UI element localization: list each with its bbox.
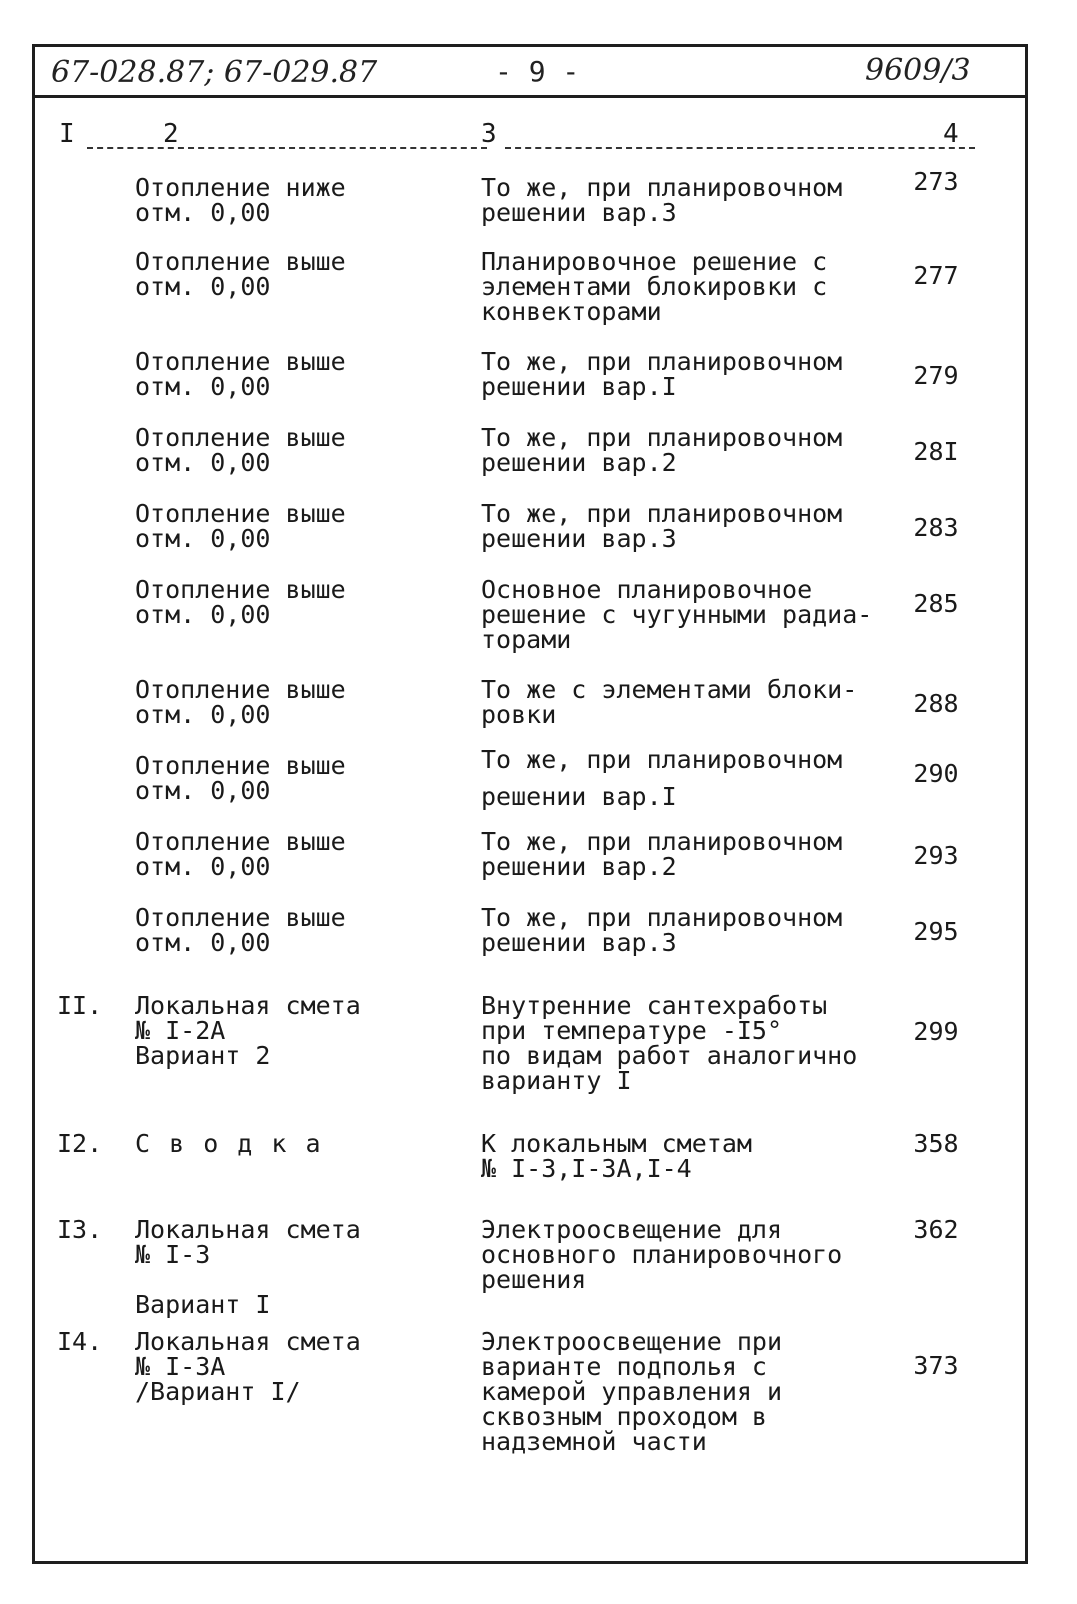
row-description: То же, при планировочном решении вар.I <box>481 347 843 401</box>
header-left-ref: 67-028.87; 67-029.87 <box>51 55 378 90</box>
row-number: I4. <box>57 1327 103 1356</box>
row-description: То же, при планировочном решении вар.3 <box>481 903 843 957</box>
row-page: 288 <box>913 689 959 718</box>
page-frame <box>32 44 1028 1564</box>
row-page: 283 <box>913 513 959 542</box>
row-number: I3. <box>57 1215 103 1244</box>
row-description: То же с элементами блоки- ровки <box>481 675 858 729</box>
row-description: То же, при планировочном решении вар.2 <box>481 423 843 477</box>
row-title: Локальная смета № I-2А Вариант 2 <box>135 991 361 1070</box>
row-title: Отопление выше отм. 0,00 <box>135 575 346 629</box>
row-page: 358 <box>913 1129 959 1158</box>
row-page: 295 <box>913 917 959 946</box>
row-description: Основное планировочное решение с чугунными радиа- торами <box>481 575 873 654</box>
row-page: 293 <box>913 841 959 870</box>
header-dashes-left <box>87 147 487 149</box>
row-page: 362 <box>913 1215 959 1244</box>
row-title: Отопление выше отм. 0,00 <box>135 675 346 729</box>
header-divider <box>35 95 1025 98</box>
row-description: К локальным сметам № I-3,I-3А,I-4 <box>481 1129 752 1183</box>
row-description: Внутренние сантехработы при температуре -I5° по видам работ аналогично варианту I <box>481 991 858 1095</box>
row-page: 285 <box>913 589 959 618</box>
row-description: То же, при планировочном решении вар.I <box>481 745 843 811</box>
row-page: 299 <box>913 1017 959 1046</box>
row-description: Электроосвещение для основного планировочного решения <box>481 1215 843 1294</box>
row-title: Отопление выше отм. 0,00 <box>135 751 346 805</box>
column-header-2: 2 <box>163 119 179 149</box>
row-title: С в о д к а <box>135 1129 323 1158</box>
column-header-4: 4 <box>943 119 959 149</box>
row-title: Отопление выше отм. 0,00 <box>135 347 346 401</box>
row-title: Отопление выше отм. 0,00 <box>135 903 346 957</box>
row-title: Отопление выше отм. 0,00 <box>135 499 346 553</box>
header-right-ref: 9609/3 <box>865 53 971 88</box>
row-page: 290 <box>913 759 959 788</box>
row-page: 279 <box>913 361 959 390</box>
row-title: Локальная смета № I-3А /Вариант I/ <box>135 1327 361 1406</box>
row-title: Отопление выше отм. 0,00 <box>135 827 346 881</box>
row-title: Отопление выше отм. 0,00 <box>135 247 346 301</box>
row-number: I2. <box>57 1129 103 1158</box>
row-description: То же, при планировочном решении вар.3 <box>481 173 843 227</box>
row-title: Отопление ниже отм. 0,00 <box>135 173 346 227</box>
row-description: Электроосвещение при варианте подполья с камерой управления и сквозным проходом в надземной части <box>481 1327 783 1456</box>
row-page: 373 <box>913 1351 959 1380</box>
row-page: 273 <box>913 167 959 196</box>
header-dashes-right <box>505 147 975 149</box>
row-description: Планировочное решение с элементами блокировки с конвекторами <box>481 247 828 326</box>
page-number: - 9 - <box>495 55 580 88</box>
row-title: Отопление выше отм. 0,00 <box>135 423 346 477</box>
row-page: 277 <box>913 261 959 290</box>
row-description: То же, при планировочном решении вар.3 <box>481 499 843 553</box>
row-page: 28I <box>913 437 959 466</box>
column-header-1: I <box>59 119 75 149</box>
row-number: II. <box>57 991 103 1020</box>
column-header-3: 3 <box>481 119 497 149</box>
row-description: То же, при планировочном решении вар.2 <box>481 827 843 881</box>
row-title: Локальная смета № I-3 Вариант I <box>135 1215 361 1319</box>
